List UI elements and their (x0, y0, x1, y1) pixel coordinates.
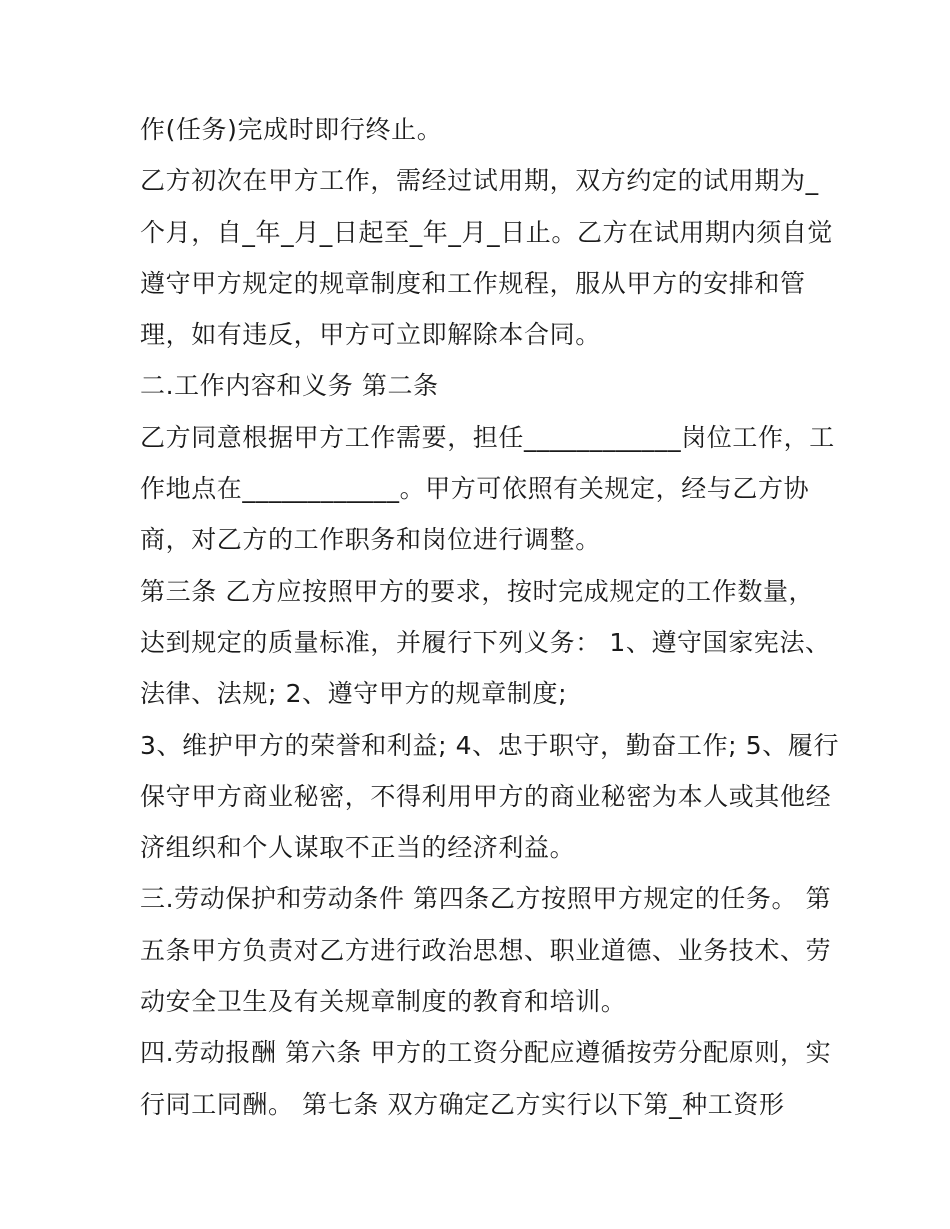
text-line: 个月，自_年_月_日起至_年_月_日止。乙方在试用期内须自觉 (140, 217, 834, 247)
section-heading: 三.劳动保护和劳动条件 第四条乙方按照甲方规定的任务。 第 (140, 884, 832, 914)
text-line: 商，对乙方的工作职务和岗位进行调整。 (140, 525, 601, 555)
text-line: 3、维护甲方的荣誉和利益; 4、忠于职守，勤奋工作; 5、履行 (140, 730, 840, 760)
text-line: 遵守甲方规定的规章制度和工作规程，服从甲方的安排和管 (140, 268, 806, 298)
text-line: 法律、法规; 2、遵守甲方的规章制度; (140, 679, 568, 709)
text-line: 五条甲方负责对乙方进行政治思想、职业道德、业务技术、劳 (140, 935, 832, 965)
text-line: 达到规定的质量标准，并履行下列义务： 1、遵守国家宪法、 (140, 627, 831, 657)
section-heading: 四.劳动报酬 第六条 甲方的工资分配应遵循按劳分配原则，实 (140, 1038, 832, 1068)
text-line: 济组织和个人谋取不正当的经济利益。 (140, 833, 576, 863)
text-line: 作(任务)完成时即行终止。 (140, 115, 443, 144)
section-heading: 二.工作内容和义务 第二条 (140, 371, 439, 401)
text-line: 行同工同酬。 第七条 双方确定乙方实行以下第_种工资形 (140, 1089, 785, 1119)
text-line: 乙方同意根据甲方工作需要，担任____________岗位工作，工 (140, 422, 835, 452)
text-line: 动安全卫生及有关规章制度的教育和培训。 (140, 987, 627, 1017)
text-line: 理，如有违反，甲方可立即解除本合同。 (140, 320, 601, 350)
text-line: 乙方初次在甲方工作，需经过试用期，双方约定的试用期为_ (140, 166, 819, 196)
text-line: 作地点在____________。甲方可依照有关规定，经与乙方协 (140, 474, 810, 504)
text-line: 保守甲方商业秘密，不得利用甲方的商业秘密为本人或其他经 (140, 781, 832, 811)
document-body (140, 108, 840, 1134)
text-line: 第三条 乙方应按照甲方的要求，按时完成规定的工作数量， (140, 576, 815, 606)
